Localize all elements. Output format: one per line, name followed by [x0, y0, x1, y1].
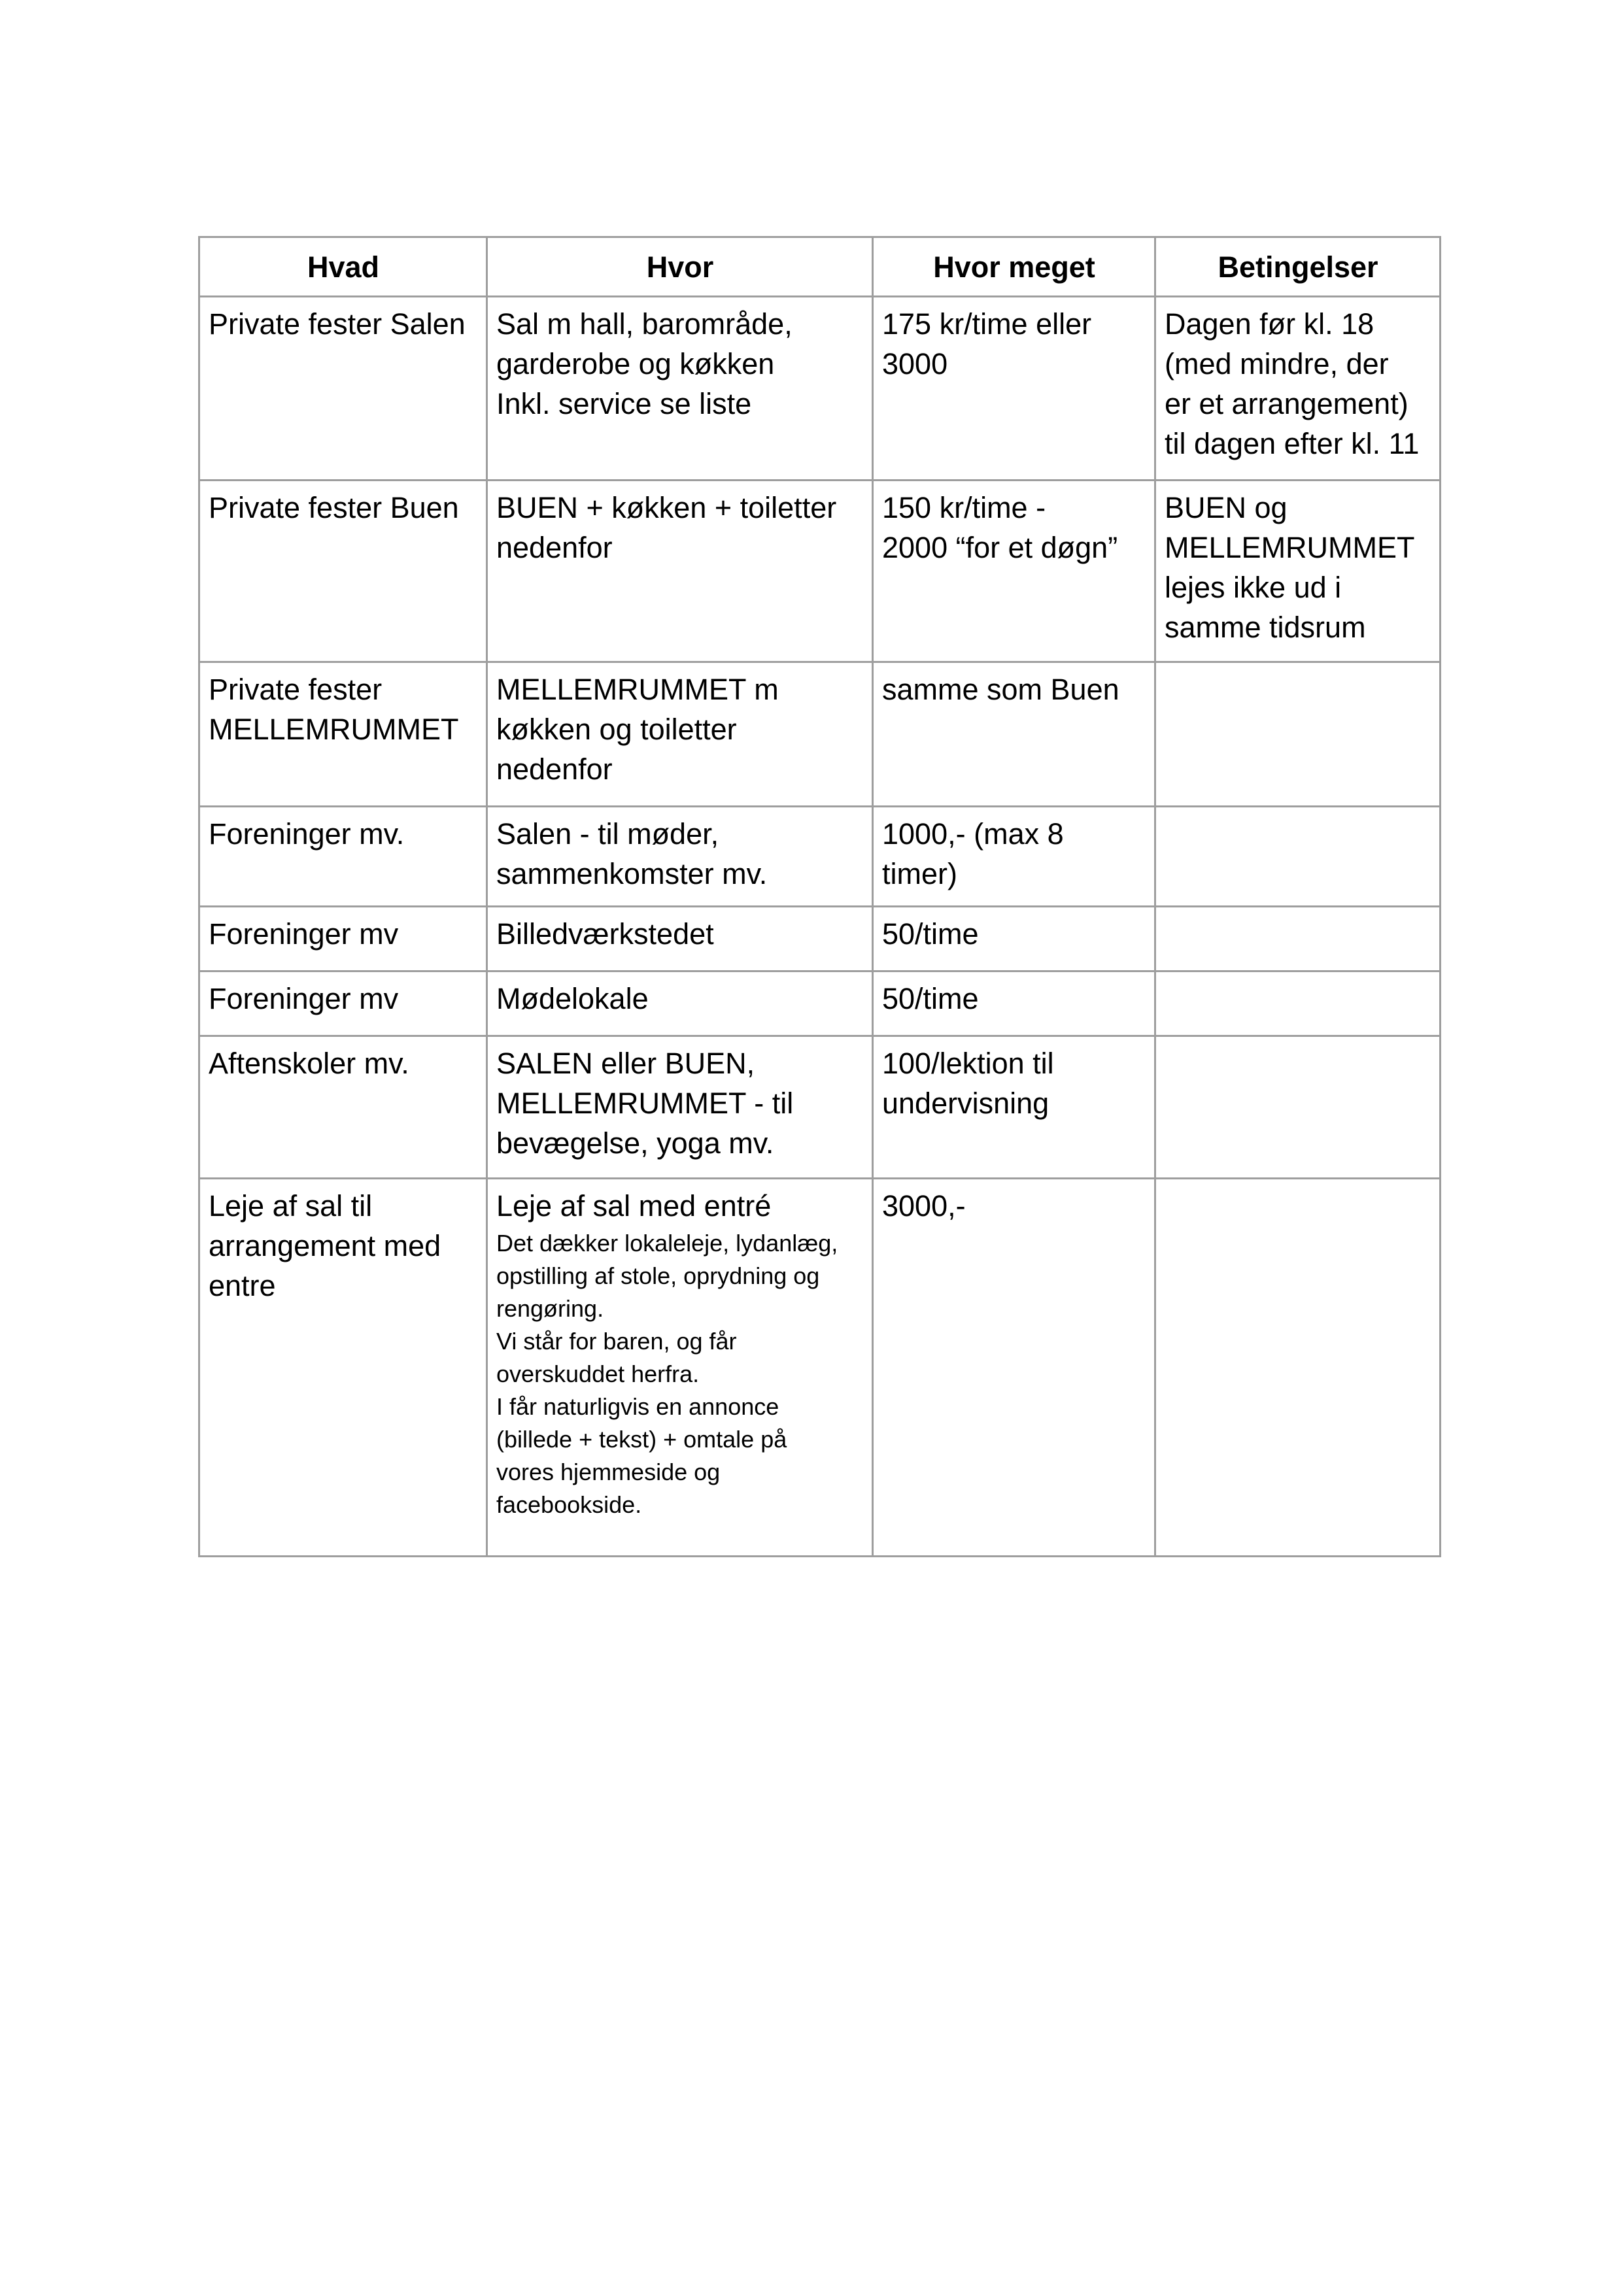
cell-betingelser: [1155, 662, 1441, 807]
cell-hvor-meget: 100/lektion til undervisning: [873, 1036, 1155, 1179]
cell-hvor: BUEN + køkken + toiletter nedenfor: [487, 481, 873, 662]
cell-hvor: [487, 1179, 873, 1557]
cell-hvor-meget: 50/time: [873, 907, 1155, 971]
cell-hvor: Billedværkstedet: [487, 907, 873, 971]
cell-hvor: Mødelokale: [487, 971, 873, 1036]
cell-hvor: Sal m hall, barområde, garderobe og køkken Inkl. service se liste: [487, 297, 873, 481]
cell-hvad: Foreninger mv: [199, 971, 487, 1036]
cell-hvad: Private fester MELLEMRUMMET: [199, 662, 487, 807]
table-row: [199, 662, 1441, 807]
cell-hvor-meget: 50/time: [873, 971, 1155, 1036]
table-row: [199, 297, 1441, 481]
cell-hvor-meget: 1000,- (max 8 timer): [873, 807, 1155, 907]
price-table: [198, 236, 1441, 1557]
cell-hvad: Aftenskoler mv.: [199, 1036, 487, 1179]
table-row: [199, 481, 1441, 662]
cell-hvor-meget: samme som Buen: [873, 662, 1155, 807]
table-header-row: [199, 237, 1441, 297]
cell-hvor-title: Leje af sal med entré: [496, 1189, 772, 1223]
cell-hvor-detail: Det dækker lokaleleje, lydanlæg, opstilling af stole, oprydning og rengøring. Vi står for baren, og får overskuddet herfra. I får naturligvis en annonce (billede + tekst) + omtale på vores hjemmeside og facebookside.: [496, 1230, 838, 1518]
cell-hvor: MELLEMRUMMET m køkken og toiletter nedenfor: [487, 662, 873, 807]
cell-hvor-meget: 150 kr/time - 2000 “for et døgn”: [873, 481, 1155, 662]
cell-hvor: Salen - til møder, sammenkomster mv.: [487, 807, 873, 907]
cell-hvor: SALEN eller BUEN, MELLEMRUMMET - til bevægelse, yoga mv.: [487, 1036, 873, 1179]
cell-hvad: Leje af sal til arrangement med entre: [199, 1179, 487, 1557]
cell-betingelser: [1155, 1179, 1441, 1557]
cell-hvor-meget: 3000,-: [873, 1179, 1155, 1557]
cell-hvad: Foreninger mv.: [199, 807, 487, 907]
cell-betingelser: [1155, 971, 1441, 1036]
header-hvor: Hvor: [487, 237, 873, 297]
header-hvad: Hvad: [199, 237, 487, 297]
cell-betingelser: [1155, 1036, 1441, 1179]
cell-hvad: Private fester Salen: [199, 297, 487, 481]
table-row: [199, 1179, 1441, 1557]
table-row: [199, 807, 1441, 907]
cell-betingelser: [1155, 907, 1441, 971]
cell-betingelser: BUEN og MELLEMRUMMET lejes ikke ud i samme tidsrum: [1155, 481, 1441, 662]
cell-hvad: Private fester Buen: [199, 481, 487, 662]
cell-hvor-meget: 175 kr/time eller 3000: [873, 297, 1155, 481]
header-betingelser: Betingelser: [1155, 237, 1441, 297]
table-row: [199, 971, 1441, 1036]
table-row: [199, 907, 1441, 971]
cell-betingelser: [1155, 807, 1441, 907]
table-row: [199, 1036, 1441, 1179]
header-hvor-meget: Hvor meget: [873, 237, 1155, 297]
cell-hvad: Foreninger mv: [199, 907, 487, 971]
cell-betingelser: Dagen før kl. 18 (med mindre, der er et arrangement) til dagen efter kl. 11: [1155, 297, 1441, 481]
